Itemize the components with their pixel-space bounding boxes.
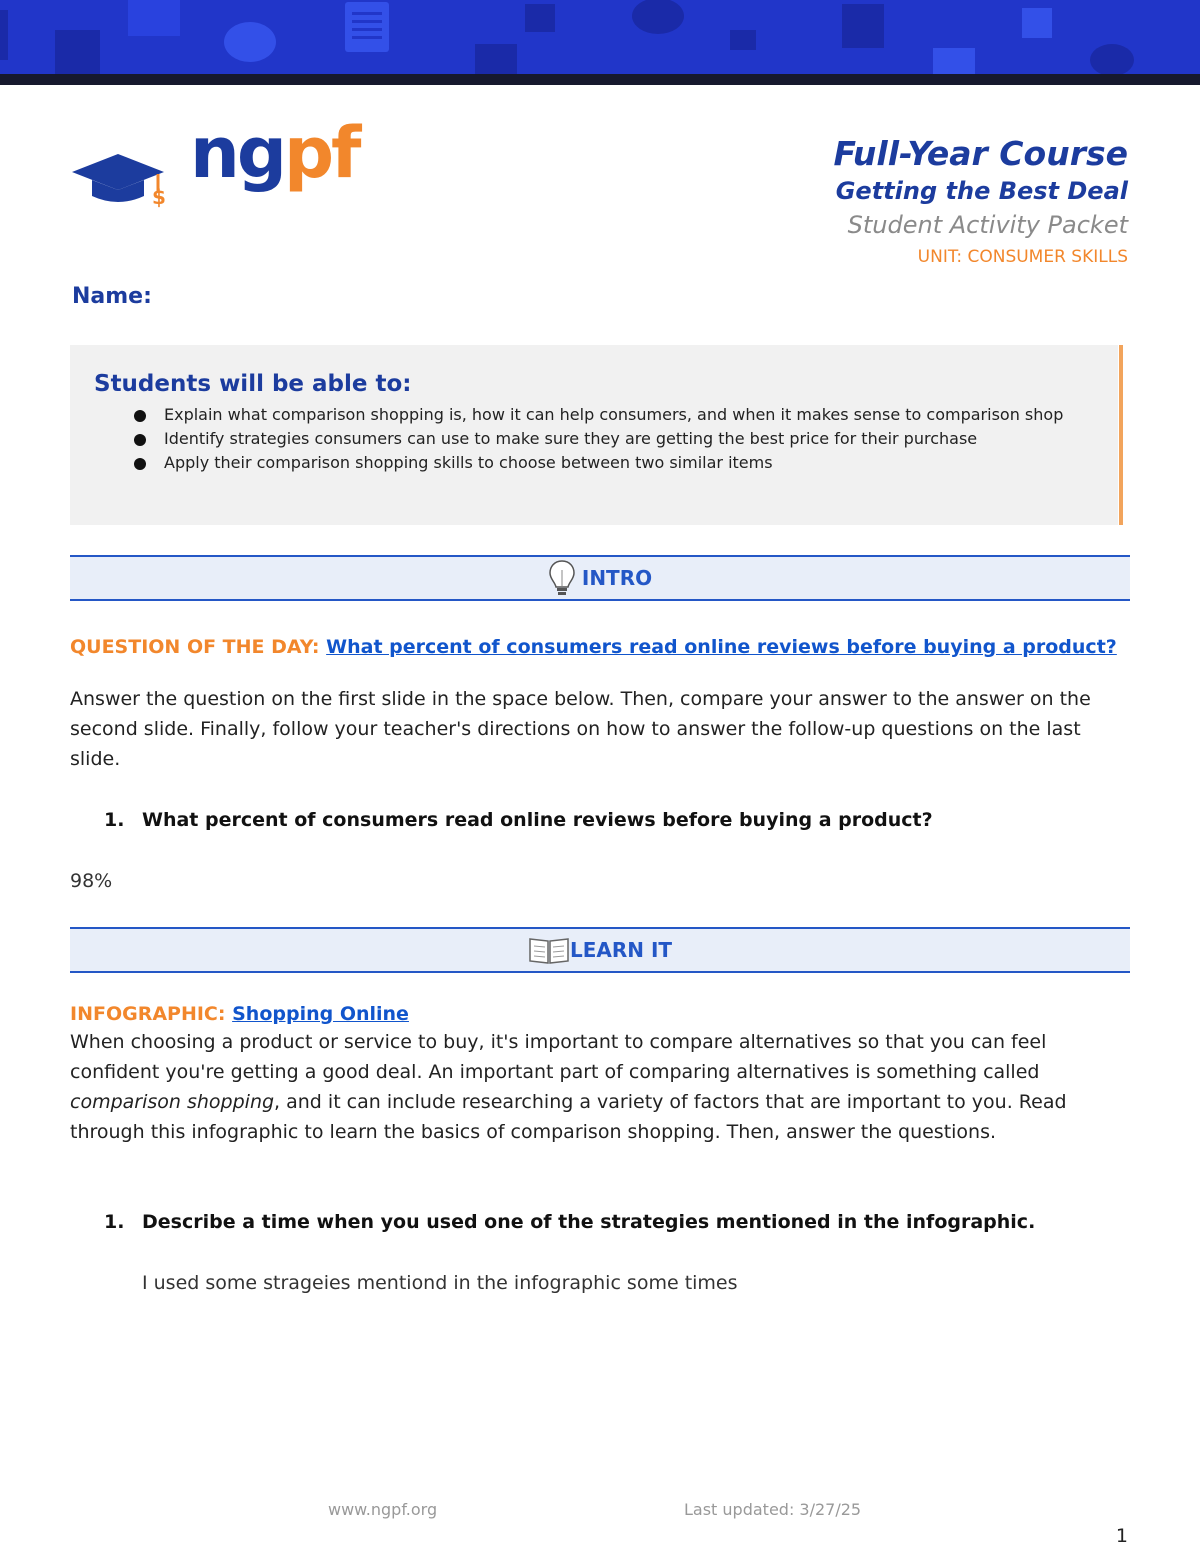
calculator-icon xyxy=(525,4,555,32)
course-header xyxy=(834,134,1128,270)
bullet-icon xyxy=(134,458,146,470)
learn-it-answer-1[interactable]: I used some strageies mentiond in the infographic some times xyxy=(142,1272,738,1294)
lightbulb-icon xyxy=(548,558,576,598)
bullet-icon xyxy=(134,410,146,422)
unit-label: UNIT: CONSUMER SKILLS xyxy=(917,247,1128,267)
objectives-title: Students will be able to: xyxy=(94,371,412,397)
header-banner xyxy=(0,0,1200,74)
intro-instructions: Answer the question on the first slide in the space below. Then, compare your answer to the answer on the second slide. Finally, follow your teacher's directions on how to answer the follow-up questions on the last slide. xyxy=(70,688,1091,770)
calculator-icon xyxy=(842,4,884,48)
bullet-icon xyxy=(134,434,146,446)
question-number: 1. xyxy=(104,809,125,831)
name-label: Name: xyxy=(72,284,152,309)
banner-pattern xyxy=(0,0,1200,74)
piggy-bank-icon xyxy=(1090,44,1134,74)
page-number: 1 xyxy=(1115,1525,1128,1547)
piggy-bank-icon xyxy=(224,22,276,62)
folder-icon xyxy=(933,48,975,74)
banner-rule xyxy=(0,74,1200,85)
list-item: Identify strategies consumers can use to make sure they are getting the best price for their purchase xyxy=(130,427,1070,451)
brand-wordmark: ngpf xyxy=(190,112,359,194)
question-text: Describe a time when you used one of the strategies mentioned in the infographic. xyxy=(142,1211,1036,1233)
folder-icon xyxy=(475,44,517,74)
book-icon xyxy=(528,935,570,965)
learn-it-question-1 xyxy=(104,1208,1035,1236)
intro-question-1 xyxy=(104,806,933,834)
intro-section-header xyxy=(70,555,1130,601)
objectives-list xyxy=(130,403,1070,475)
lesson-title: Getting the Best Deal xyxy=(835,177,1128,205)
qotd-prefix: QUESTION OF THE DAY: xyxy=(70,636,320,658)
question-text: What percent of consumers read online reviews before buying a product? xyxy=(142,809,933,831)
infographic-heading xyxy=(70,1001,1130,1028)
intro-answer-1[interactable]: 98% xyxy=(70,870,113,892)
list-item: Explain what comparison shopping is, how it can help consumers, and when it makes sense to comparison shop xyxy=(130,403,1070,427)
section-title-learn-it: LEARN IT xyxy=(569,938,673,962)
qotd-link[interactable]: What percent of consumers read online reviews before buying a product? xyxy=(326,636,1117,658)
packet-title: Student Activity Packet xyxy=(847,211,1128,239)
list-item: Apply their comparison shopping skills to choose between two similar items xyxy=(130,451,1070,475)
objectives-box xyxy=(70,345,1118,525)
learn-it-section-header xyxy=(70,927,1130,973)
course-title: Full-Year Course xyxy=(833,134,1128,173)
infographic-paragraph: When choosing a product or service to buy, it's important to compare alternatives so that you can feel confident you're getting a good deal. An important part of comparing alternatives is something called comparison shopping, and it can include researching a variety of factors that are important to you. Read through this infographic to learn the basics of comparison shopping. Then, answer the questions. xyxy=(70,1031,1067,1143)
piggy-bank-icon xyxy=(632,0,684,34)
calculator-icon xyxy=(1022,8,1052,38)
objectives-accent-bar xyxy=(1119,345,1123,525)
question-of-the-day xyxy=(70,634,1130,661)
footer-website[interactable]: www.ngpf.org xyxy=(328,1500,438,1519)
folder-icon xyxy=(0,10,8,60)
question-number: 1. xyxy=(104,1211,125,1233)
document-icon xyxy=(345,2,389,52)
section-title-intro: INTRO xyxy=(581,566,653,590)
infographic-prefix: INFOGRAPHIC: xyxy=(70,1003,226,1025)
infographic-link[interactable]: Shopping Online xyxy=(232,1003,409,1025)
footer-updated: Last updated: 3/27/25 xyxy=(684,1500,862,1519)
svg-text:$: $ xyxy=(152,185,166,209)
